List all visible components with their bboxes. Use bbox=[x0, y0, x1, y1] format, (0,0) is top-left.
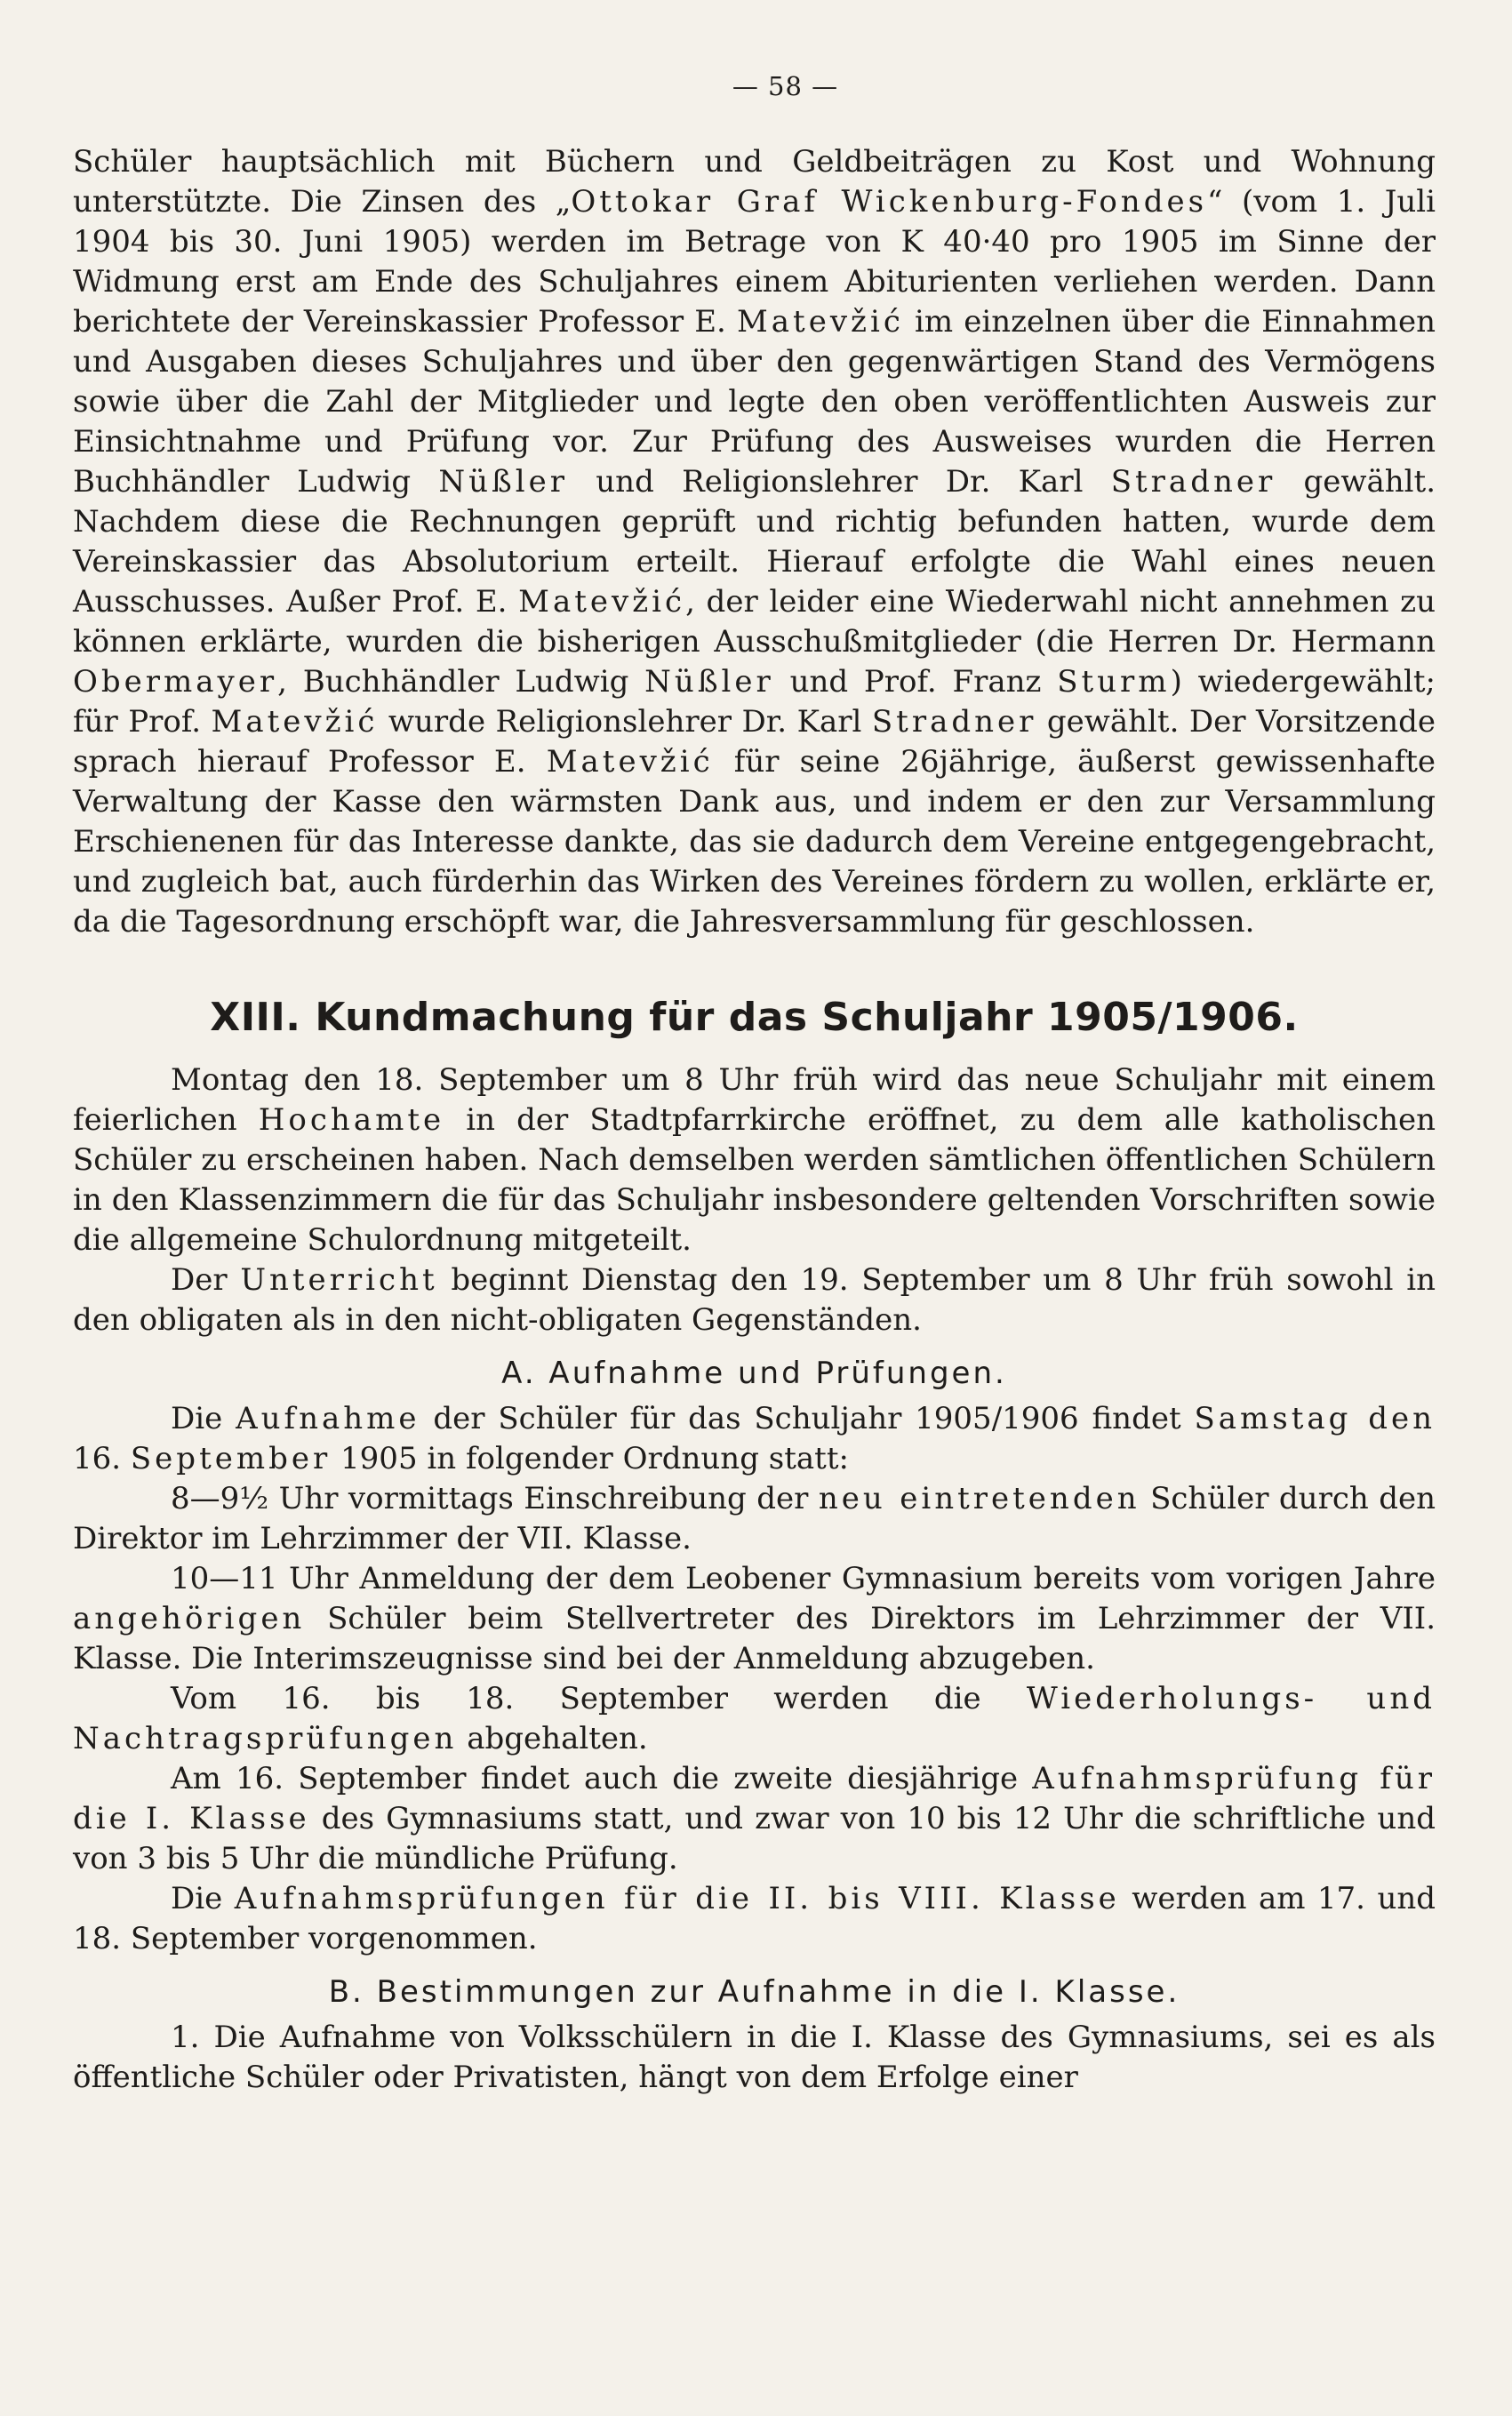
term-hochamte: Hochamte bbox=[258, 1102, 445, 1138]
name-matevzic: Matevžić bbox=[546, 744, 714, 780]
name-matevzic: Matevžić bbox=[518, 584, 686, 620]
name-obermayer: Obermayer bbox=[73, 664, 278, 700]
name-sturm: Sturm bbox=[1057, 664, 1171, 700]
subheading-b: B. Bestimmungen zur Aufnahme in die I. Klasse. bbox=[328, 1974, 1180, 2010]
term-angehoerigen: angehörigen bbox=[73, 1601, 306, 1636]
name-nussler: Nüßler bbox=[438, 464, 569, 500]
name-matevzic: Matevžić bbox=[211, 704, 379, 740]
name-stradner: Stradner bbox=[1110, 464, 1276, 500]
name-nussler: Nüßler bbox=[644, 664, 774, 700]
term-samstag: Samstag den bbox=[1194, 1401, 1436, 1436]
page-number: — 58 — bbox=[732, 71, 839, 101]
paragraph-unterricht: Der Unterricht beginnt Dienstag den 19. September um 8 Uhr früh sowohl in den obligaten als in den nicht-obligaten Gegenständen. bbox=[73, 1262, 1436, 1338]
paragraph-eroeffnung: Montag den 18. September um 8 Uhr früh wird das neue Schuljahr mit einem feierlichen Hochamte in der Stadtpfarrkirche eröffnet, zu dem alle katholischen Schüler zu erscheinen haben. Nach demselben werden sämtlichen öffentlichen Schülern in den Klassenzimmern die für das Schuljahr insbesondere geltenden Vorschriften sowie die allgemeine Schulordnung mitgeteilt. bbox=[73, 1062, 1436, 1258]
name-stradner: Stradner bbox=[871, 704, 1037, 740]
term-aufnahmspruefung: Aufnahmsprüfung für die I. Klasse bbox=[73, 1761, 1436, 1836]
page-body bbox=[73, 142, 1436, 2098]
paragraph-anmeldung: 10—11 Uhr Anmeldung der dem Leobener Gymnasium bereits vom vorigen Jahre angehörigen Schüler beim Stellvertreter des Direktors im Lehrzimmer der VII. Klasse. Die Interimszeugnisse sind bei der Anmeldung abzugeben. bbox=[73, 1561, 1436, 1676]
paragraph-bestimmung-1: 1. Die Aufnahme von Volksschülern in die I. Klasse des Gymnasiums, sei es als öffentliche Schüler oder Privatisten, hängt von dem Erfolge einer bbox=[73, 2020, 1436, 2095]
paragraph-einschreibung: 8—9½ Uhr vormittags Einschreibung der neu eintretenden Schüler durch den Direktor im Lehrzimmer der VII. Klasse. bbox=[73, 1481, 1436, 1556]
term-unterricht: Unterricht bbox=[240, 1262, 438, 1298]
term-aufnahme: Aufnahme bbox=[236, 1401, 420, 1436]
paragraph-aufnahmspruefung: Am 16. September findet auch die zweite diesjährige Aufnahmsprüfung für die I. Klasse des Gymnasiums statt, und zwar von 10 bis 12 Uhr die schriftliche und von 3 bis 5 Uhr die mündliche Prüfung. bbox=[73, 1761, 1436, 1876]
subheading-a: A. Aufnahme und Prüfungen. bbox=[501, 1356, 1007, 1391]
fund-name: Ottokar Graf Wickenburg-Fondes bbox=[571, 184, 1208, 220]
paragraph-aufnahme: Die Aufnahme der Schüler für das Schuljahr 1905/1906 findet Samstag den 16. September 1905 in folgender Ordnung statt: bbox=[73, 1401, 1436, 1476]
term-september: September bbox=[130, 1441, 332, 1476]
section-title: XIII. Kundmachung für das Schuljahr 1905/1906. bbox=[210, 995, 1299, 1040]
paragraph-vereinsbericht: Schüler hauptsächlich mit Büchern und Geldbeiträgen zu Kost und Wohnung unterstützte. Die Zinsen des „Ottokar Graf Wickenburg-Fondes“ (vom 1. Juli 1904 bis 30. Juni 1905) werden im Betrage von K 40·40 pro 1905 im Sinne der Widmung erst am Ende des Schuljahres einem Abiturienten verliehen werden. Dann berichtete der Vereinskassier Professor E. Matevžić im einzelnen über die Einnahmen und Ausgaben dieses Schuljahres und über den gegenwärtigen Stand des Vermögens sowie über die Zahl der Mitglieder und legte den oben veröffentlichten Ausweis zur Einsichtnahme und Prüfung vor. Zur Prüfung des Ausweises wurden die Herren Buchhändler Ludwig Nüßler und Religionslehrer Dr. Karl Stradner gewählt. Nachdem diese die Rechnungen geprüft und richtig befunden hatten, wurde dem Vereinskassier das Absolutorium erteilt. Hierauf erfolgte die Wahl eines neuen Ausschusses. Außer Prof. E. Matevžić, der leider eine Wiederwahl nicht annehmen zu können erklärte, wurden die bisherigen Ausschußmitglieder (die Herren Dr. Hermann Obermayer, Buchhändler Ludwig Nüßler und Prof. Franz Sturm) wiedergewählt; für Prof. Matevžić wurde Religionslehrer Dr. Karl Stradner gewählt. Der Vorsitzende sprach hierauf Professor E. Matevžić für seine 26jährige, äußerst gewissenhafte Verwaltung der Kasse den wärmsten Dank aus, und indem er den zur Versammlung Erschienenen für das Interesse dankte, das sie dadurch dem Vereine entgegengebracht, und zugleich bat, auch fürderhin das Wirken des Vereines fördern zu wollen, erklärte er, da die Tagesordnung erschöpft war, die Jahresversammlung für geschlossen. bbox=[73, 144, 1436, 940]
term-aufnahmspruefungen: Aufnahmsprüfungen für die II. bis VIII. Klasse bbox=[234, 1881, 1120, 1916]
paragraph-aufnahmspruefungen: Die Aufnahmsprüfungen für die II. bis VIII. Klasse werden am 17. und 18. September vorgenommen. bbox=[73, 1881, 1436, 1956]
term-wiederholungspruefungen: Wiederholungs- und Nachtragsprüfungen bbox=[73, 1681, 1436, 1756]
paragraph-wiederholung: Vom 16. bis 18. September werden die Wiederholungs- und Nachtragsprüfungen abgehalten. bbox=[73, 1681, 1436, 1756]
term-neu-eintretenden: neu eintretenden bbox=[818, 1481, 1140, 1516]
name-matevzic: Matevžić bbox=[736, 304, 904, 340]
